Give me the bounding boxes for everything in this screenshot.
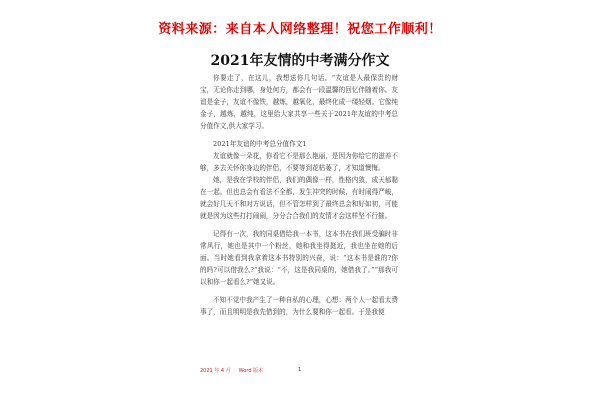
body-paragraph-2: 她，是我在学校的伴侣，我们的偶像一样，性格内敛，成天郁黏在一起。但也总会有看法不全都，发生冲突的时候，有时闹得严峻，就会好几天不和对方说话，但不管怎样到了最终总会和好如初，可能就是因为这些打打闹闹，分分合合我们的友情才会这样坚不行摧。: [200, 176, 398, 220]
intro-paragraph: 你要走了，在这儿，我想送你几句话。“友谊是人最保贵的财宝，无论你走到哪，身处何方，都会有一段温馨的回忆伴随着你。友谊是金子，友谊不像铁，越炼，越氧化，最终化成一缕轻烟。它像纯金子，越炼，越纯，这里给大家共享一些关于2021年友谊的中考总分值作文,供大家学习。: [200, 74, 398, 130]
body-paragraph-3: 记得有一次，我的同桌借给我一本书，这本书在我们班受骗时非常风行，她也是其中一个粉丝，她和我坐得挺近，我也坐在她的后面。当时她看到我拿着这本书特别的兴奋，说：“这本书是谁的?你的吗?可以借我么?”我说：“不，这是我同桌的，她借我了。”“那我可以和你一起看么?”她又说。: [200, 230, 398, 286]
page-footer: [200, 367, 400, 377]
page-title: 2021年友情的中考满分作文: [210, 53, 390, 69]
section-heading: 2021年友谊的中考总分值作文1: [213, 140, 307, 148]
footer-meta: [200, 367, 263, 374]
source-note: 资料来源：来自本人网络整理！祝您工作顺利！: [158, 22, 442, 37]
article-body: [200, 72, 398, 318]
body-paragraph-4: 不知不觉中我产生了一种自私的心理，心想：两个人一起看太费事了，而且明明是我先借到的，为什么要和你一起看。于是我便: [200, 296, 398, 316]
footer-format: Word 版本: [238, 368, 264, 374]
page-number: 1: [298, 367, 302, 373]
body-paragraph-1: 友谊就像一朵花，你看它不是那么艳丽，是因为你给它的滋养不够，多去关怀你身边的伴侣，不要等到花枯萎了，才知道懊悔。: [200, 152, 398, 172]
footer-date: 2021 年 4 月: [200, 368, 231, 374]
